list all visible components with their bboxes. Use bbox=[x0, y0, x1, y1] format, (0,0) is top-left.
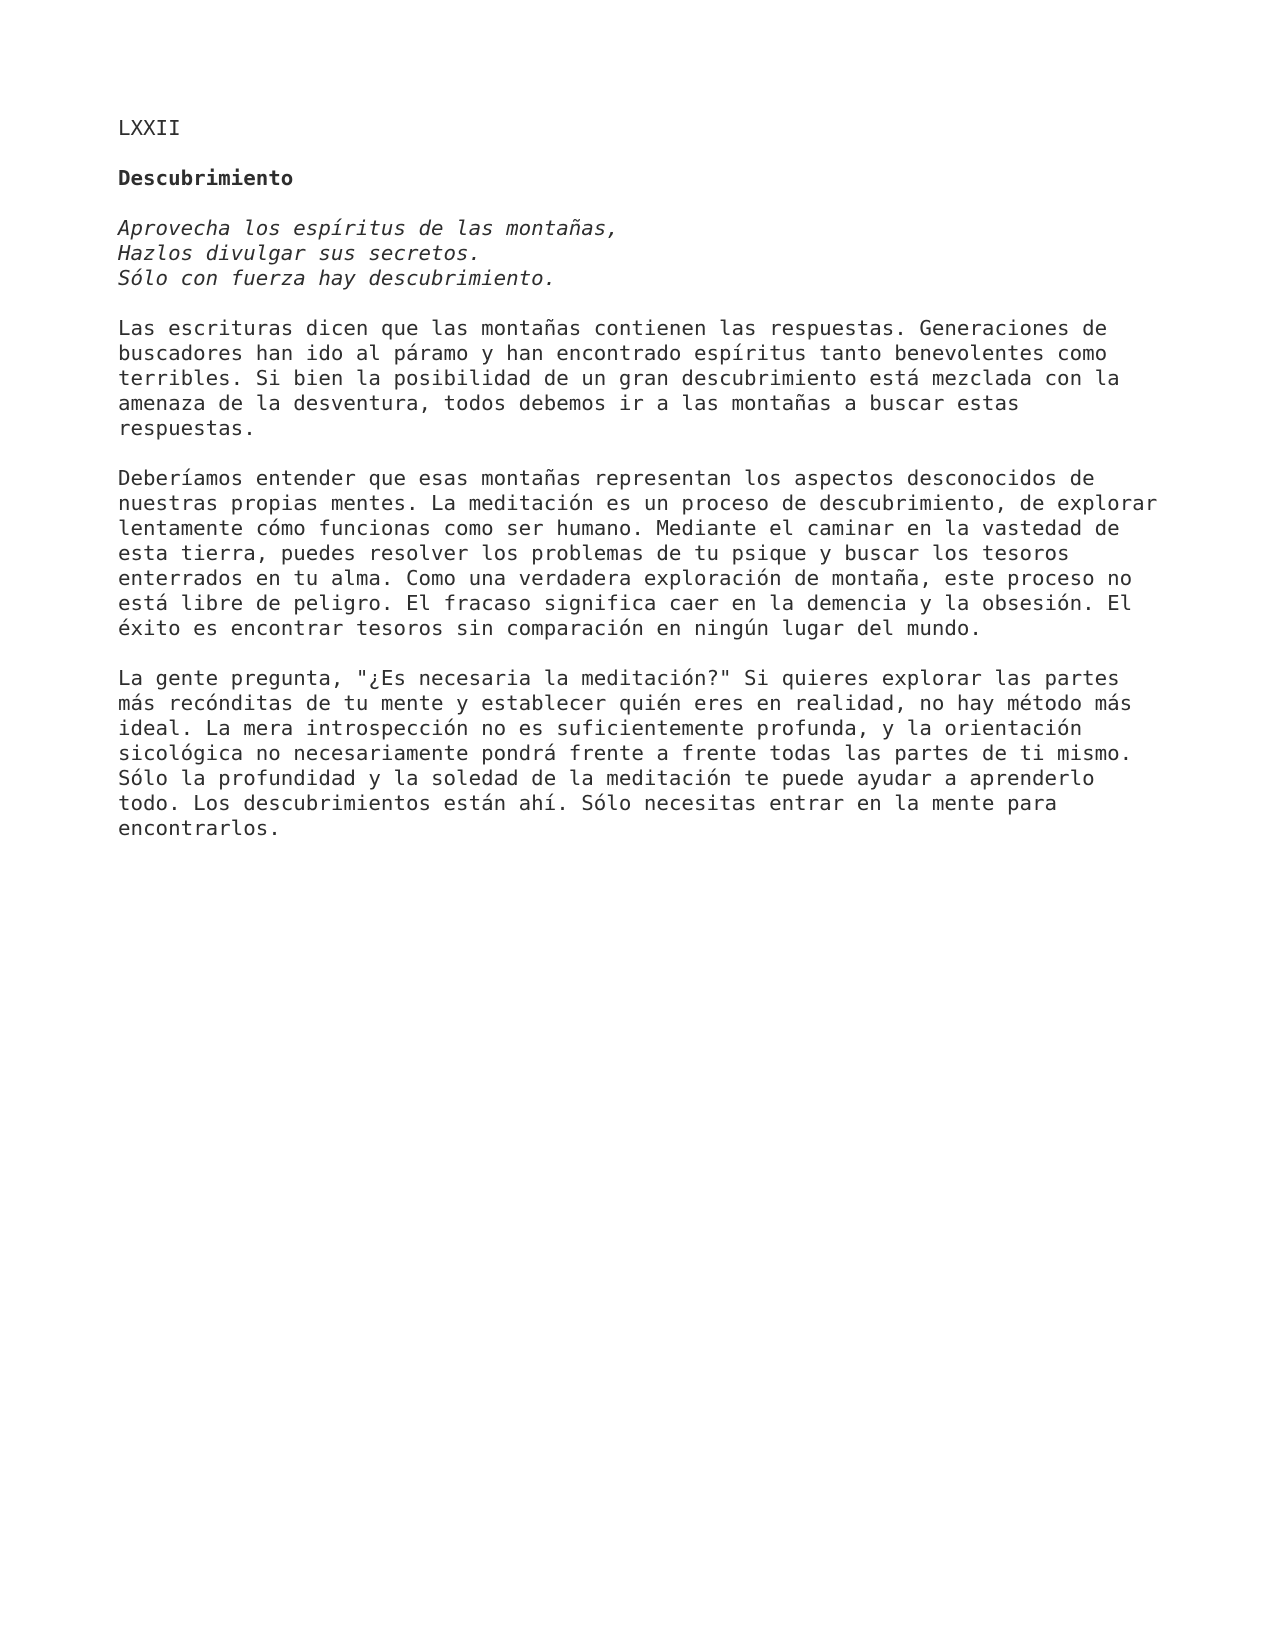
paragraph-line: sicológica no necesariamente pondrá frente a frente todas las partes de ti mismo. bbox=[118, 741, 1133, 765]
paragraph-line: ideal. La mera introspección no es suficientemente profunda, y la orientación bbox=[118, 716, 1083, 740]
paragraph-line: amenaza de la desventura, todos debemos ir a las montañas a buscar estas bbox=[118, 391, 1020, 415]
paragraph-line: enterrados en tu alma. Como una verdadera exploración de montaña, este proceso no bbox=[118, 566, 1133, 590]
paragraph-line: Deberíamos entender que esas montañas representan los aspectos desconocidos de bbox=[118, 466, 1095, 490]
paragraph-line: buscadores han ido al páramo y han encontrado espíritus tanto benevolentes como bbox=[118, 341, 1108, 365]
verse-line: Hazlos divulgar sus secretos. bbox=[118, 241, 482, 265]
paragraph-line: encontrarlos. bbox=[118, 816, 281, 840]
document-page bbox=[118, 116, 1238, 866]
paragraph-line: terribles. Si bien la posibilidad de un gran descubrimiento está mezclada con la bbox=[118, 366, 1120, 390]
chapter-number: LXXII bbox=[118, 116, 181, 140]
paragraph-line: está libre de peligro. El fracaso significa caer en la demencia y la obsesión. El bbox=[118, 591, 1133, 615]
paragraph-line: nuestras propias mentes. La meditación es un proceso de descubrimiento, de explorar bbox=[118, 491, 1158, 515]
paragraph bbox=[118, 466, 1238, 641]
paragraph bbox=[118, 316, 1238, 441]
paragraph-line: Sólo la profundidad y la soledad de la meditación te puede ayudar a aprenderlo bbox=[118, 766, 1095, 790]
chapter-title-block bbox=[118, 166, 1238, 191]
paragraph-line: La gente pregunta, "¿Es necesaria la meditación?" Si quieres explorar las partes bbox=[118, 666, 1120, 690]
verse-line: Sólo con fuerza hay descubrimiento. bbox=[118, 266, 557, 290]
paragraph-line: más recónditas de tu mente y establecer quién eres en realidad, no hay método más bbox=[118, 691, 1133, 715]
paragraph-line: Las escrituras dicen que las montañas contienen las respuestas. Generaciones de bbox=[118, 316, 1108, 340]
paragraph-line: éxito es encontrar tesoros sin comparación en ningún lugar del mundo. bbox=[118, 616, 982, 640]
paragraph-line: respuestas. bbox=[118, 416, 256, 440]
verse bbox=[118, 216, 1238, 291]
paragraph-line: esta tierra, puedes resolver los problemas de tu psique y buscar los tesoros bbox=[118, 541, 1070, 565]
paragraph-line: lentamente cómo funcionas como ser humano. Mediante el caminar en la vastedad de bbox=[118, 516, 1120, 540]
paragraph-line: todo. Los descubrimientos están ahí. Sólo necesitas entrar en la mente para bbox=[118, 791, 1058, 815]
chapter-number-block bbox=[118, 116, 1238, 141]
chapter-title: Descubrimiento bbox=[118, 166, 294, 190]
verse-line: Aprovecha los espíritus de las montañas, bbox=[118, 216, 619, 240]
paragraph bbox=[118, 666, 1238, 841]
